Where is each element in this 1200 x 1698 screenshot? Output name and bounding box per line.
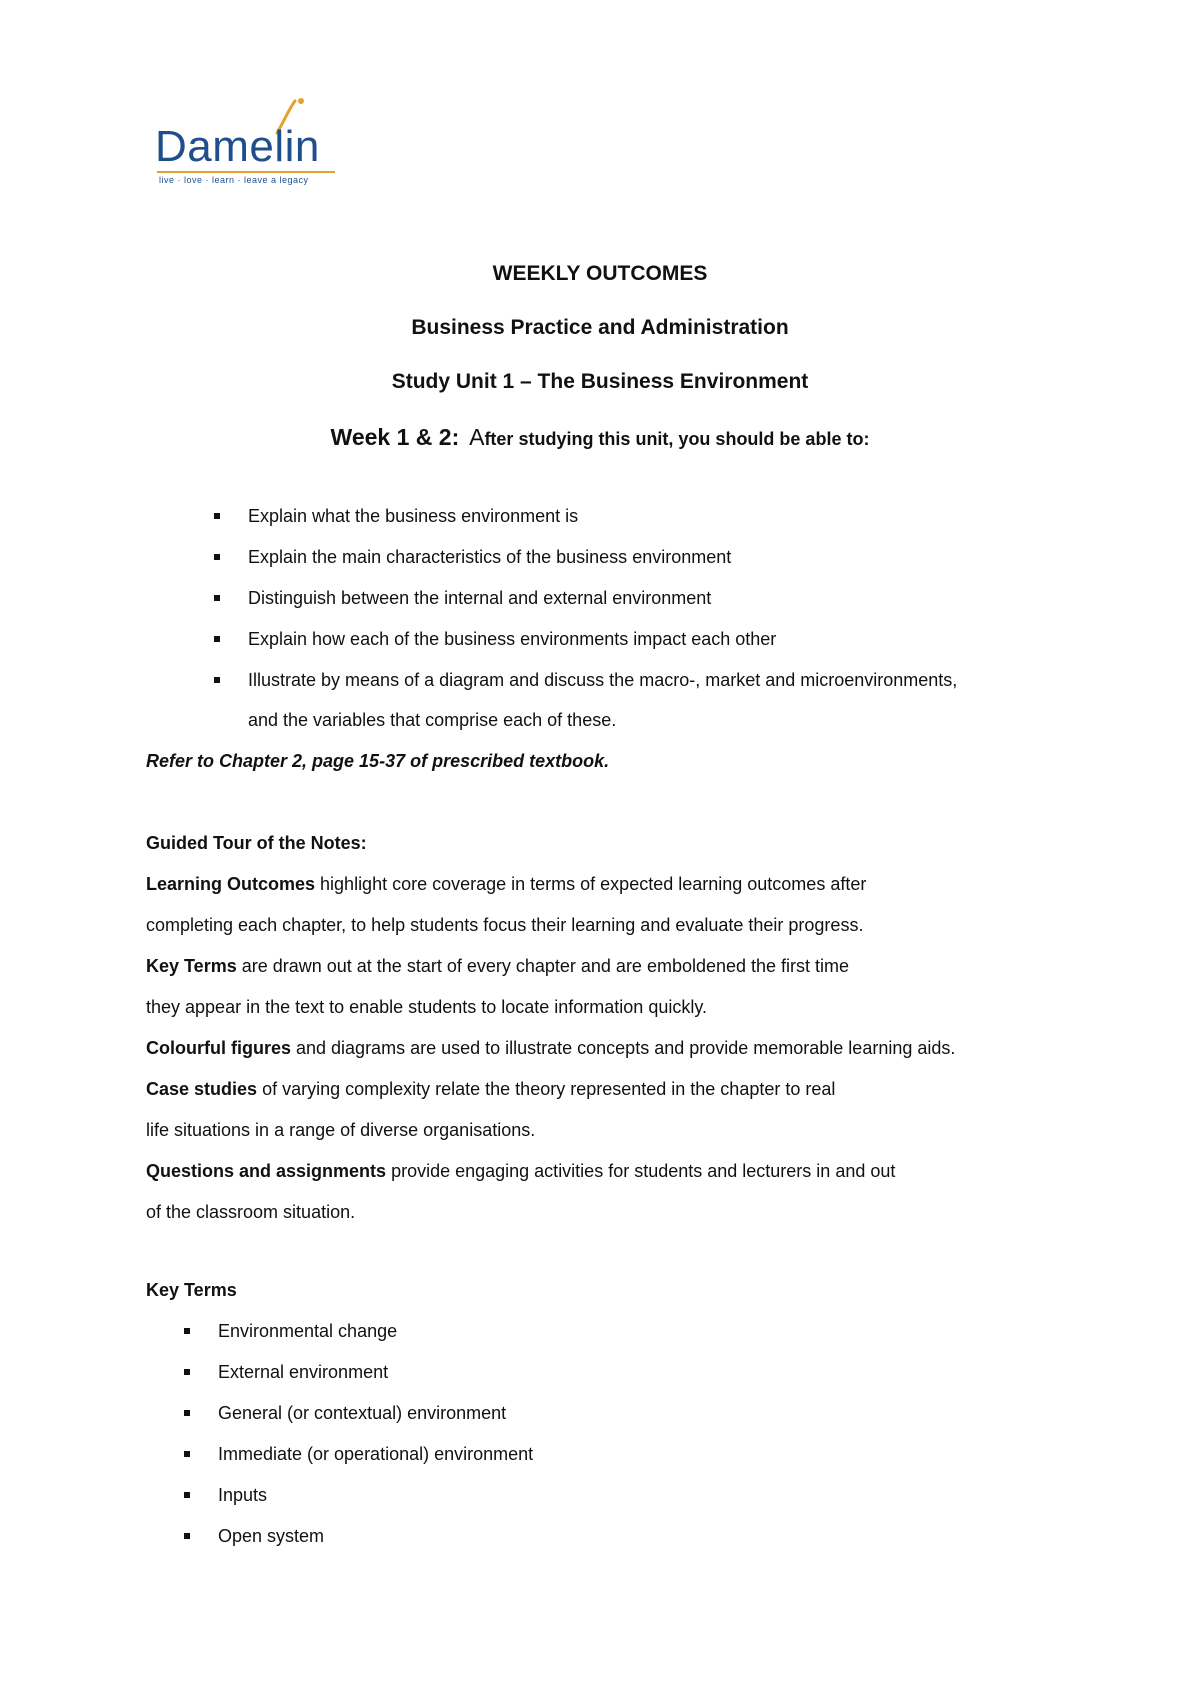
logo-tagline: live · love · learn · leave a legacy — [159, 175, 309, 185]
key-term-text: Immediate (or operational) environment — [218, 1444, 534, 1464]
outcomes-list — [210, 496, 1090, 701]
bullet-square-icon — [184, 1451, 190, 1457]
bullet-square-icon — [184, 1492, 190, 1498]
guided-tour-item-cont: life situations in a range of diverse organisations. — [146, 1120, 536, 1140]
page-title: WEEKLY OUTCOMES — [492, 262, 708, 285]
week-intro-text: fter studying this unit, you should be able to: — [484, 429, 870, 449]
logo-underline — [157, 171, 335, 173]
outcome-continuation: and the variables that comprise each of these. — [248, 710, 617, 730]
guided-tour-item-cont: completing each chapter, to help students focus their learning and evaluate their progress. — [146, 915, 864, 935]
outcome-text: Explain the main characteristics of the business environment — [248, 547, 732, 567]
term-desc: highlight core coverage in terms of expected learning outcomes after — [315, 874, 867, 894]
bullet-square-icon — [184, 1328, 190, 1334]
week-intro-initial: A — [469, 424, 485, 450]
list-item — [210, 496, 1090, 537]
course-title: Business Practice and Administration — [411, 316, 789, 339]
outcome-text: Illustrate by means of a diagram and discuss the macro-, market and microenvironments, — [248, 670, 958, 690]
guided-tour-item — [146, 1069, 1096, 1110]
key-terms-title: Key Terms — [146, 1280, 237, 1300]
term-bold: Questions and assignments — [146, 1161, 387, 1181]
outcome-text: Distinguish between the internal and external environment — [248, 588, 712, 608]
logo-wordmark: Damelin — [155, 122, 320, 171]
term-desc: of varying complexity relate the theory represented in the chapter to real — [257, 1079, 836, 1099]
key-term-text: Open system — [218, 1526, 325, 1546]
key-terms-list — [180, 1311, 533, 1557]
key-term-text: Inputs — [218, 1485, 268, 1505]
guided-tour-section — [146, 823, 1096, 1233]
term-bold: Case studies — [146, 1079, 258, 1099]
guided-tour-item-cont: they appear in the text to enable students to locate information quickly. — [146, 997, 708, 1017]
key-term-text: General (or contextual) environment — [218, 1403, 507, 1423]
week-label: Week 1 & 2: — [330, 424, 460, 450]
bullet-square-icon — [214, 595, 220, 601]
list-item — [180, 1311, 533, 1352]
guided-tour-item-cont: of the classroom situation. — [146, 1202, 356, 1222]
guided-tour-item — [146, 1151, 1096, 1192]
list-item — [210, 660, 1090, 701]
textbook-reference: Refer to Chapter 2, page 15-37 of prescribed textbook. — [146, 751, 610, 771]
bullet-square-icon — [184, 1410, 190, 1416]
term-bold: Learning Outcomes — [146, 874, 316, 894]
outcome-text: Explain how each of the business environments impact each other — [248, 629, 777, 649]
list-item — [180, 1434, 533, 1475]
guided-tour-item — [146, 946, 1096, 987]
list-item — [210, 537, 1090, 578]
guided-tour-item — [146, 864, 1096, 905]
key-term-text: External environment — [218, 1362, 389, 1382]
week-heading — [0, 424, 1200, 451]
outcome-text: Explain what the business environment is — [248, 506, 579, 526]
unit-title: Study Unit 1 – The Business Environment — [391, 370, 809, 393]
damelin-logo — [155, 95, 345, 190]
term-desc: are drawn out at the start of every chapter and are emboldened the first time — [236, 956, 850, 976]
term-desc: provide engaging activities for students and lecturers in and out — [386, 1161, 896, 1181]
list-item — [180, 1393, 533, 1434]
term-bold: Key Terms — [146, 956, 237, 976]
bullet-square-icon — [214, 554, 220, 560]
guided-tour-title: Guided Tour of the Notes: — [146, 833, 367, 853]
key-term-text: Environmental change — [218, 1321, 398, 1341]
term-bold: Colourful figures — [146, 1038, 291, 1058]
list-item — [180, 1475, 533, 1516]
bullet-square-icon — [214, 513, 220, 519]
list-item — [210, 619, 1090, 660]
term-desc: and diagrams are used to illustrate concepts and provide memorable learning aids. — [291, 1038, 956, 1058]
guided-tour-item — [146, 1028, 1096, 1069]
list-item — [180, 1516, 533, 1557]
list-item — [180, 1352, 533, 1393]
bullet-square-icon — [184, 1369, 190, 1375]
list-item — [210, 578, 1090, 619]
bullet-square-icon — [214, 636, 220, 642]
bullet-square-icon — [184, 1533, 190, 1539]
bullet-square-icon — [214, 677, 220, 683]
